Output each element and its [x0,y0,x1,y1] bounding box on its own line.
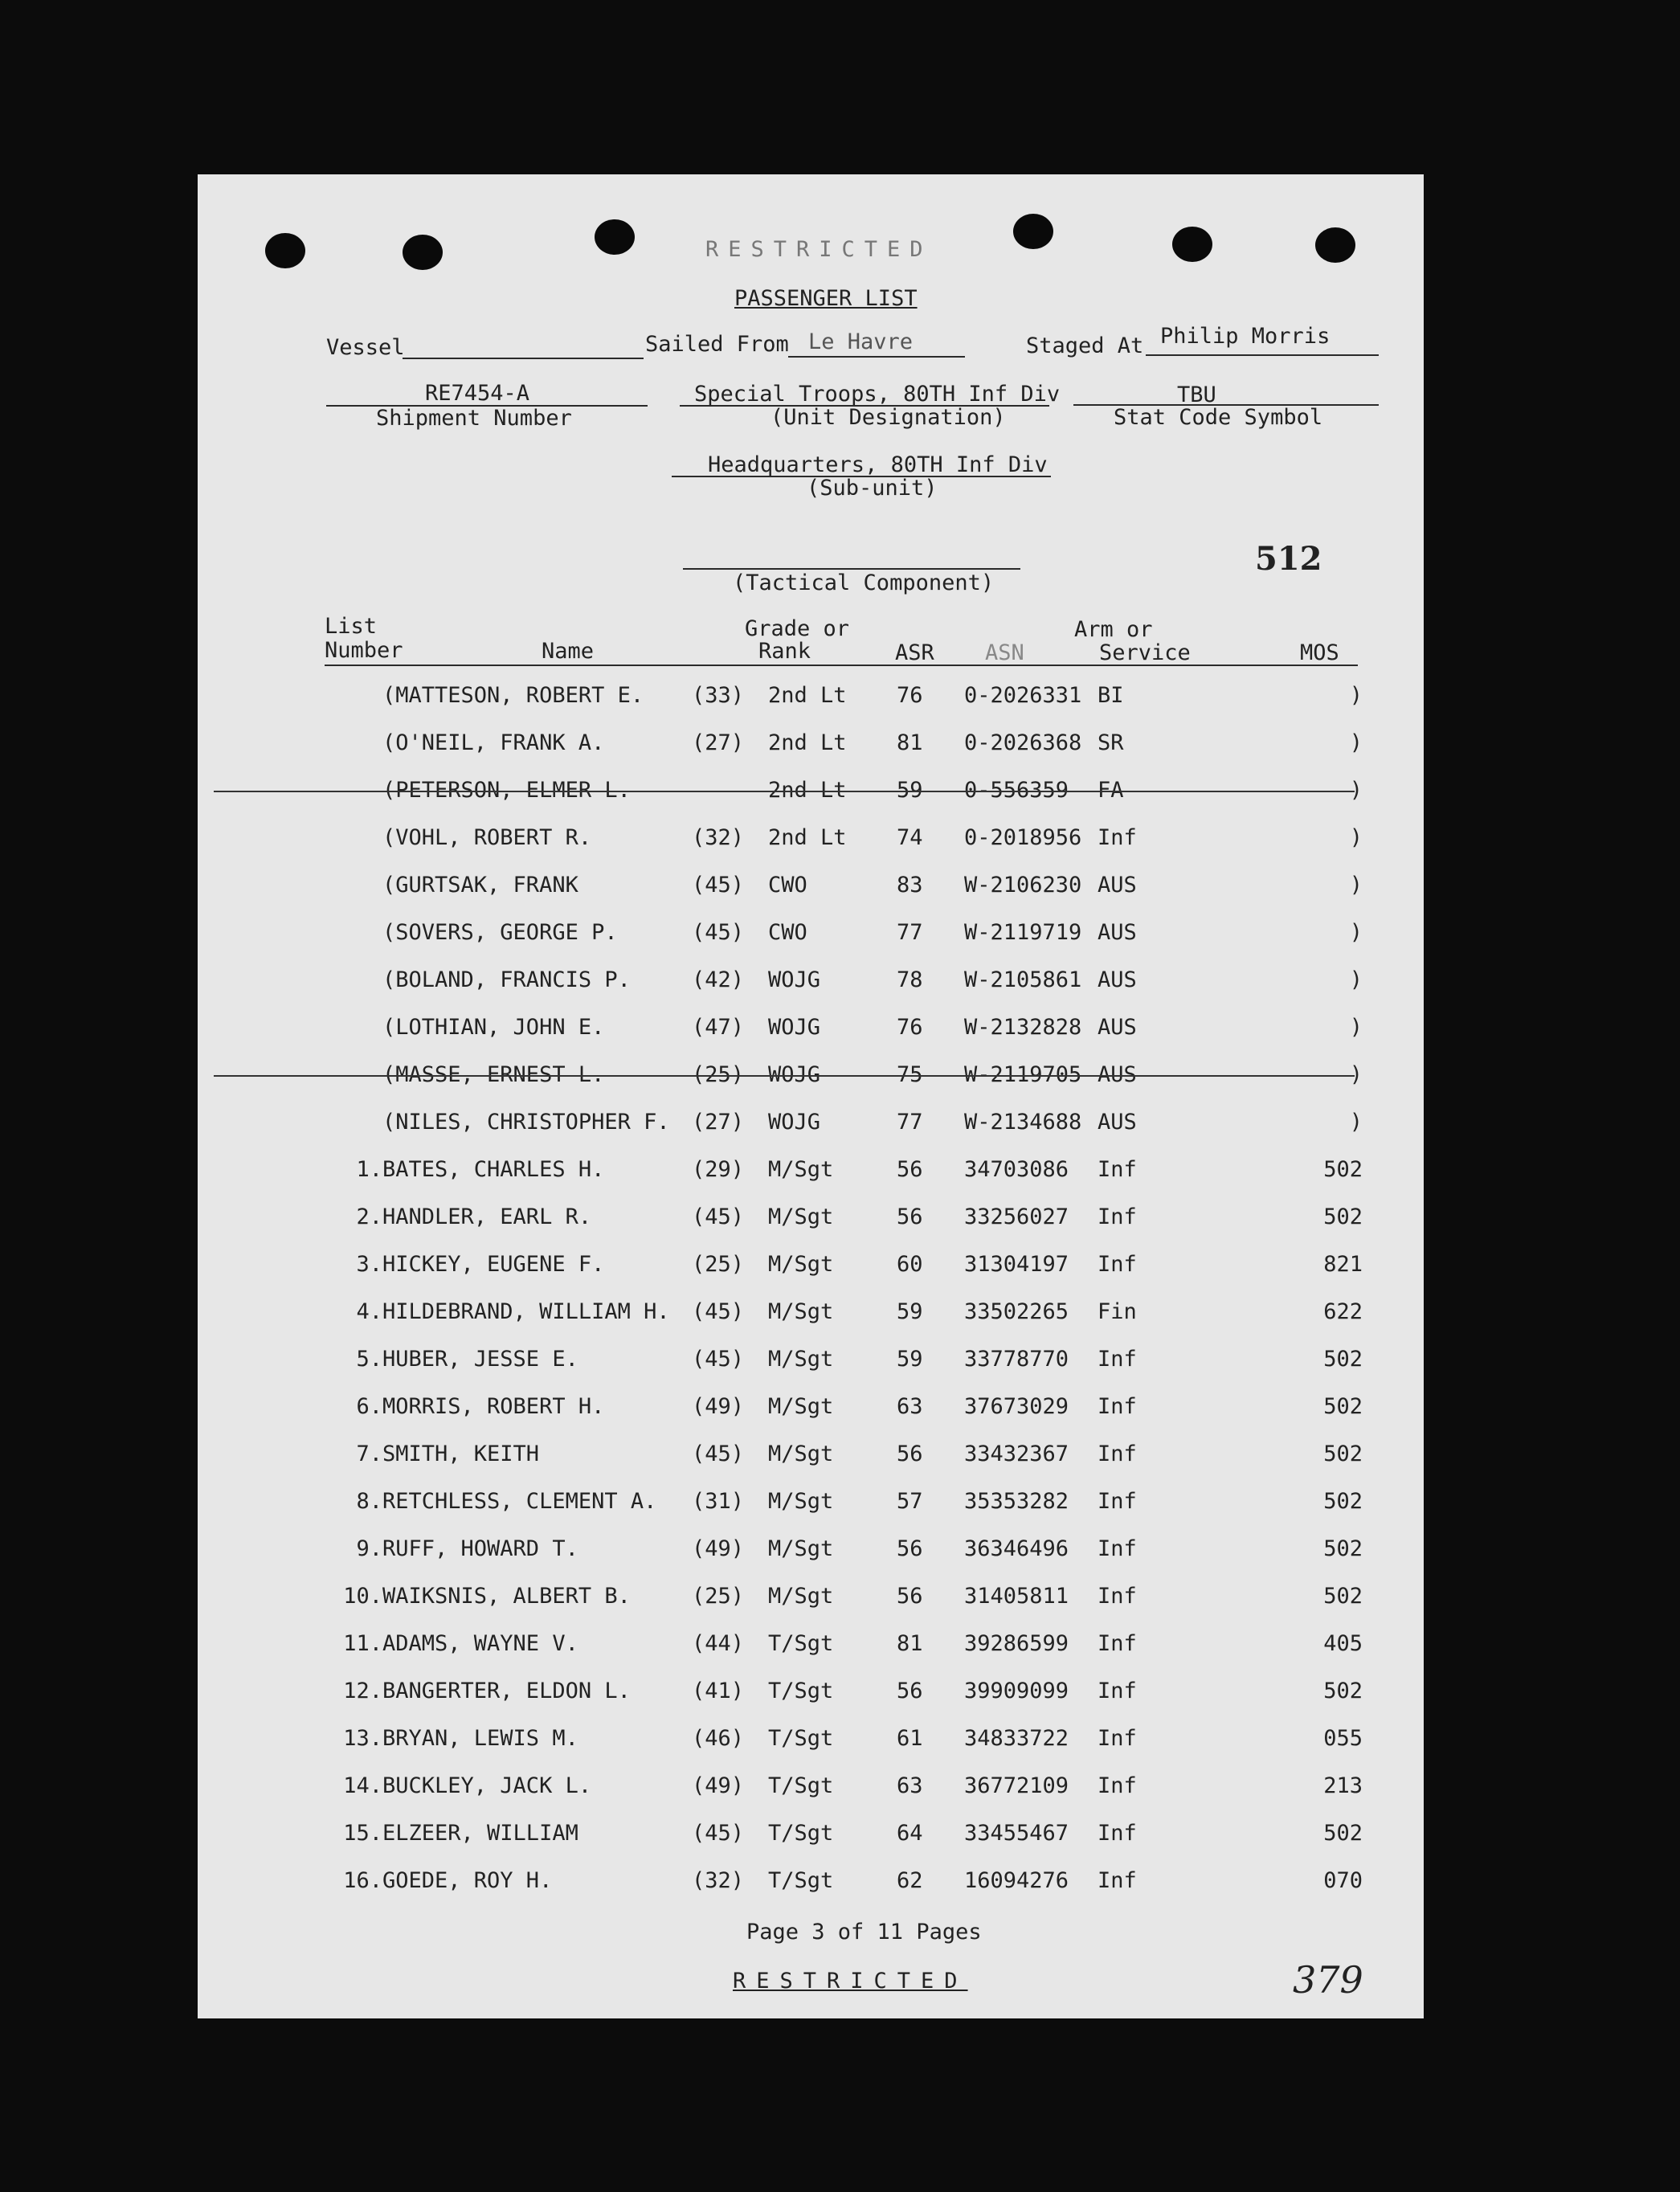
cell-asr: 59 [897,778,923,803]
cell-arm: Inf [1098,1821,1137,1846]
cell-age: (49) [692,1394,745,1419]
table-row [198,1773,1424,1806]
cell-name: RUFF, HOWARD T. [382,1536,578,1561]
cell-age: (27) [692,1110,745,1135]
cell-age: (31) [692,1489,745,1514]
cell-name: BRYAN, LEWIS M. [382,1726,578,1751]
cell-age: (41) [692,1679,745,1703]
cell-asn: 33778770 [964,1347,1069,1372]
table-row [198,920,1424,952]
cell-name: GOEDE, ROY H. [382,1868,553,1893]
cell-name: BUCKLEY, JACK L. [382,1773,592,1798]
cell-asr: 63 [897,1394,923,1419]
cell-mos: 502 [1323,1157,1363,1182]
cell-asr: 77 [897,920,923,945]
table-row [198,1726,1424,1758]
table-row [198,1442,1424,1474]
cell-asr: 77 [897,1110,923,1135]
cell-grade: WOJG [768,967,821,992]
cell-num: 15. [343,1821,382,1846]
cell-asn: 33432367 [964,1442,1069,1466]
sailed-from-value: Le Havre [808,329,914,354]
cell-mos: 502 [1323,1536,1363,1561]
cell-age: (29) [692,1157,745,1182]
cell-mos: 502 [1323,1584,1363,1609]
tactical-component-label: (Tactical Component) [733,570,995,595]
cell-grade: T/Sgt [768,1821,834,1846]
cell-age: (25) [692,1062,745,1087]
cell-asr: 56 [897,1157,923,1182]
punch-hole [403,235,443,270]
sailed-from-label: Sailed From [645,332,789,357]
vessel-line [403,358,644,359]
table-row [198,967,1424,1000]
table-row [198,1204,1424,1237]
cell-grade: M/Sgt [768,1489,834,1514]
cell-age: (25) [692,1252,745,1277]
cell-arm: AUS [1098,967,1137,992]
cell-age: (32) [692,1868,745,1893]
cell-mos: ) [1349,1110,1363,1135]
cell-asn: W-2134688 [964,1110,1082,1135]
cell-asr: 61 [897,1726,923,1751]
sub-unit: Headquarters, 80TH Inf Div [708,452,1048,477]
cell-age: (45) [692,873,745,898]
cell-arm: SR [1098,730,1124,755]
cell-asr: 60 [897,1252,923,1277]
col-header-service: Service [1099,640,1191,665]
table-row [198,1584,1424,1616]
cell-grade: M/Sgt [768,1204,834,1229]
cell-mos: ) [1349,778,1363,803]
document-title: PASSENGER LIST [734,286,918,311]
cell-asr: 83 [897,873,923,898]
cell-grade: M/Sgt [768,1347,834,1372]
cell-mos: 622 [1323,1299,1363,1324]
cell-name: ELZEER, WILLIAM [382,1821,578,1846]
cell-asr: 63 [897,1773,923,1798]
cell-num: 14. [343,1773,382,1798]
staged-at-label: Staged At [1026,333,1144,358]
cell-grade: T/Sgt [768,1726,834,1751]
table-row [198,730,1424,763]
cell-arm: AUS [1098,1015,1137,1040]
cell-arm: FA [1098,778,1124,803]
cell-arm: AUS [1098,1062,1137,1087]
col-header-asr: ASR [895,640,934,665]
cell-name: HANDLER, EARL R. [382,1204,592,1229]
col-header-grade: Grade or [745,616,850,641]
cell-grade: M/Sgt [768,1394,834,1419]
vessel-label: Vessel [326,335,405,360]
cell-asr: 57 [897,1489,923,1514]
cell-num: 1. [356,1157,382,1182]
cell-grade: 2nd Lt [768,778,847,803]
cell-age: (45) [692,1204,745,1229]
cell-asn: W-2106230 [964,873,1082,898]
cell-mos: 502 [1323,1442,1363,1466]
cell-asr: 59 [897,1299,923,1324]
table-row [198,873,1424,905]
cell-asr: 56 [897,1204,923,1229]
cell-asn: 0-2026368 [964,730,1082,755]
cell-asr: 75 [897,1062,923,1087]
cell-asn: W-2132828 [964,1015,1082,1040]
table-row [198,1110,1424,1142]
cell-asr: 64 [897,1821,923,1846]
cell-mos: 213 [1323,1773,1363,1798]
cell-name: SMITH, KEITH [382,1442,540,1466]
cell-mos: 502 [1323,1821,1363,1846]
cell-asn: 35353282 [964,1489,1069,1514]
tactical-component-line [683,568,1020,570]
cell-name: HILDEBRAND, WILLIAM H. [382,1299,670,1324]
cell-grade: M/Sgt [768,1536,834,1561]
table-row [198,1157,1424,1189]
cell-arm: Inf [1098,825,1137,850]
table-row [198,683,1424,715]
cell-grade: T/Sgt [768,1773,834,1798]
table-row [198,1252,1424,1284]
cell-arm: Inf [1098,1252,1137,1277]
cell-name: (MATTESON, ROBERT E. [382,683,644,708]
table-row [198,778,1424,810]
cell-asr: 74 [897,825,923,850]
cell-asn: W-2105861 [964,967,1082,992]
punch-hole [265,233,305,268]
table-row [198,1631,1424,1663]
cell-age: (45) [692,1347,745,1372]
table-row [198,1015,1424,1047]
table-row [198,1394,1424,1426]
restricted-bottom: RESTRICTED [733,1969,968,1994]
cell-name: HICKEY, EUGENE F. [382,1252,605,1277]
col-header-arm: Arm or [1074,617,1153,642]
cell-asr: 56 [897,1584,923,1609]
cell-grade: 2nd Lt [768,730,847,755]
handwritten-number: 379 [1293,1958,1363,2002]
cell-asr: 56 [897,1442,923,1466]
cell-age: (45) [692,920,745,945]
col-header-number: Number [325,638,403,663]
cell-asr: 81 [897,1631,923,1656]
cell-num: 11. [343,1631,382,1656]
cell-name: (LOTHIAN, JOHN E. [382,1015,605,1040]
cell-num: 9. [356,1536,382,1561]
stat-code-label: Stat Code Symbol [1114,405,1323,430]
cell-asn: W-2119719 [964,920,1082,945]
cell-num: 6. [356,1394,382,1419]
cell-asr: 76 [897,1015,923,1040]
cell-name: RETCHLESS, CLEMENT A. [382,1489,657,1514]
cell-asn: 0-556359 [964,778,1069,803]
cell-mos: 502 [1323,1394,1363,1419]
cell-asr: 59 [897,1347,923,1372]
cell-age: (25) [692,1584,745,1609]
cell-asn: 33256027 [964,1204,1069,1229]
cell-mos: 502 [1323,1679,1363,1703]
col-header-rank: Rank [758,639,811,664]
cell-asr: 78 [897,967,923,992]
cell-mos: 405 [1323,1631,1363,1656]
cell-asn: 31405811 [964,1584,1069,1609]
cell-name: ADAMS, WAYNE V. [382,1631,578,1656]
cell-mos: 502 [1323,1489,1363,1514]
cell-mos: 821 [1323,1252,1363,1277]
table-row [198,825,1424,857]
cell-grade: 2nd Lt [768,683,847,708]
cell-name: MORRIS, ROBERT H. [382,1394,605,1419]
cell-arm: Inf [1098,1394,1137,1419]
cell-mos: ) [1349,873,1363,898]
col-header-list: List [325,614,378,639]
cell-age: (46) [692,1726,745,1751]
cell-num: 16. [343,1868,382,1893]
cell-name: (NILES, CHRISTOPHER F. [382,1110,670,1135]
cell-asn: 0-2026331 [964,683,1082,708]
cell-arm: Inf [1098,1726,1137,1751]
cell-age: (49) [692,1536,745,1561]
cell-mos: ) [1349,683,1363,708]
cell-asn: 39286599 [964,1631,1069,1656]
cell-grade: M/Sgt [768,1299,834,1324]
cell-mos: ) [1349,1062,1363,1087]
cell-asr: 56 [897,1536,923,1561]
cell-name: WAIKSNIS, ALBERT B. [382,1584,631,1609]
cell-grade: M/Sgt [768,1157,834,1182]
staged-at-value: Philip Morris [1160,324,1331,349]
cell-name: (GURTSAK, FRANK [382,873,578,898]
table-row [198,1536,1424,1568]
cell-arm: AUS [1098,873,1137,898]
cell-age: (32) [692,825,745,850]
cell-mos: ) [1349,730,1363,755]
cell-asr: 62 [897,1868,923,1893]
cell-name: (BOLAND, FRANCIS P. [382,967,631,992]
sub-unit-label: (Sub-unit) [807,476,938,501]
cell-age: (49) [692,1773,745,1798]
sailed-from-line [788,356,965,358]
cell-num: 5. [356,1347,382,1372]
cell-age: (45) [692,1821,745,1846]
cell-grade: T/Sgt [768,1868,834,1893]
shipment-number: RE7454-A [425,381,530,406]
shipment-number-label: Shipment Number [376,406,572,431]
cell-arm: Inf [1098,1868,1137,1893]
cell-asn: 33502265 [964,1299,1069,1324]
cell-name: BATES, CHARLES H. [382,1157,605,1182]
cell-arm: Inf [1098,1773,1137,1798]
cell-arm: Fin [1098,1299,1137,1324]
cell-grade: T/Sgt [768,1679,834,1703]
strikethrough-line [214,1075,1355,1077]
punch-hole [1315,227,1355,263]
cell-asn: 16094276 [964,1868,1069,1893]
table-row [198,1489,1424,1521]
unit-designation: Special Troops, 80TH Inf Div [694,382,1061,407]
cell-mos: 502 [1323,1347,1363,1372]
cell-grade: WOJG [768,1110,821,1135]
cell-grade: M/Sgt [768,1584,834,1609]
col-header-asn: ASN [985,640,1024,665]
cell-arm: Inf [1098,1347,1137,1372]
table-row [198,1868,1424,1900]
cell-asr: 56 [897,1679,923,1703]
cell-num: 7. [356,1442,382,1466]
cell-age: (45) [692,1299,745,1324]
unit-designation-label: (Unit Designation) [771,405,1006,430]
cell-arm: BI [1098,683,1124,708]
cell-arm: AUS [1098,1110,1137,1135]
cell-arm: Inf [1098,1631,1137,1656]
cell-grade: M/Sgt [768,1252,834,1277]
cell-grade: CWO [768,873,807,898]
cell-num: 10. [343,1584,382,1609]
table-row [198,1062,1424,1094]
cell-num: 13. [343,1726,382,1751]
cell-mos: 070 [1323,1868,1363,1893]
cell-asn: 34833722 [964,1726,1069,1751]
cell-age: (27) [692,730,745,755]
cell-arm: Inf [1098,1489,1137,1514]
cell-name: (SOVERS, GEORGE P. [382,920,618,945]
table-row [198,1821,1424,1853]
cell-asn: 39909099 [964,1679,1069,1703]
cell-asn: 36772109 [964,1773,1069,1798]
cell-mos: ) [1349,825,1363,850]
punch-hole [1172,227,1212,262]
cell-asn: 36346496 [964,1536,1069,1561]
cell-age: (45) [692,1442,745,1466]
cell-asr: 76 [897,683,923,708]
cell-age: (42) [692,967,745,992]
cell-arm: Inf [1098,1157,1137,1182]
cell-asr: 81 [897,730,923,755]
cell-age: (33) [692,683,745,708]
cell-grade: 2nd Lt [768,825,847,850]
table-row [198,1347,1424,1379]
table-row [198,1679,1424,1711]
restricted-top: RESTRICTED [705,237,933,262]
document-number: 512 [1255,540,1322,578]
cell-arm: Inf [1098,1536,1137,1561]
cell-num: 8. [356,1489,382,1514]
cell-grade: WOJG [768,1015,821,1040]
cell-asn: 34703086 [964,1157,1069,1182]
cell-name: (PETERSON, ELMER L. [382,778,631,803]
punch-hole [1013,214,1053,249]
strikethrough-line [214,791,1355,792]
cell-name: (VOHL, ROBERT R. [382,825,592,850]
staged-at-line [1146,354,1379,356]
stat-code: TBU [1177,382,1216,407]
col-header-mos: MOS [1300,640,1339,665]
cell-num: 4. [356,1299,382,1324]
cell-asn: W-2119705 [964,1062,1082,1087]
cell-name: (MASSE, ERNEST L. [382,1062,605,1087]
cell-arm: AUS [1098,920,1137,945]
header-rule [325,665,1358,666]
cell-grade: WOJG [768,1062,821,1087]
cell-num: 12. [343,1679,382,1703]
cell-arm: Inf [1098,1204,1137,1229]
cell-name: BANGERTER, ELDON L. [382,1679,631,1703]
cell-asn: 31304197 [964,1252,1069,1277]
page-info: Page 3 of 11 Pages [746,1920,982,1945]
cell-mos: ) [1349,967,1363,992]
document-page [198,174,1424,2018]
cell-grade: M/Sgt [768,1442,834,1466]
cell-age: (44) [692,1631,745,1656]
cell-mos: 502 [1323,1204,1363,1229]
cell-mos: ) [1349,1015,1363,1040]
punch-hole [595,219,635,255]
cell-name: (O'NEIL, FRANK A. [382,730,605,755]
cell-mos: 055 [1323,1726,1363,1751]
cell-mos: ) [1349,920,1363,945]
cell-grade: CWO [768,920,807,945]
cell-num: 2. [356,1204,382,1229]
cell-num: 3. [356,1252,382,1277]
col-header-name: Name [542,639,595,664]
cell-age: (47) [692,1015,745,1040]
cell-asn: 0-2018956 [964,825,1082,850]
cell-asn: 37673029 [964,1394,1069,1419]
cell-asn: 33455467 [964,1821,1069,1846]
cell-name: HUBER, JESSE E. [382,1347,578,1372]
cell-arm: Inf [1098,1442,1137,1466]
table-row [198,1299,1424,1331]
cell-arm: Inf [1098,1679,1137,1703]
cell-grade: T/Sgt [768,1631,834,1656]
cell-arm: Inf [1098,1584,1137,1609]
